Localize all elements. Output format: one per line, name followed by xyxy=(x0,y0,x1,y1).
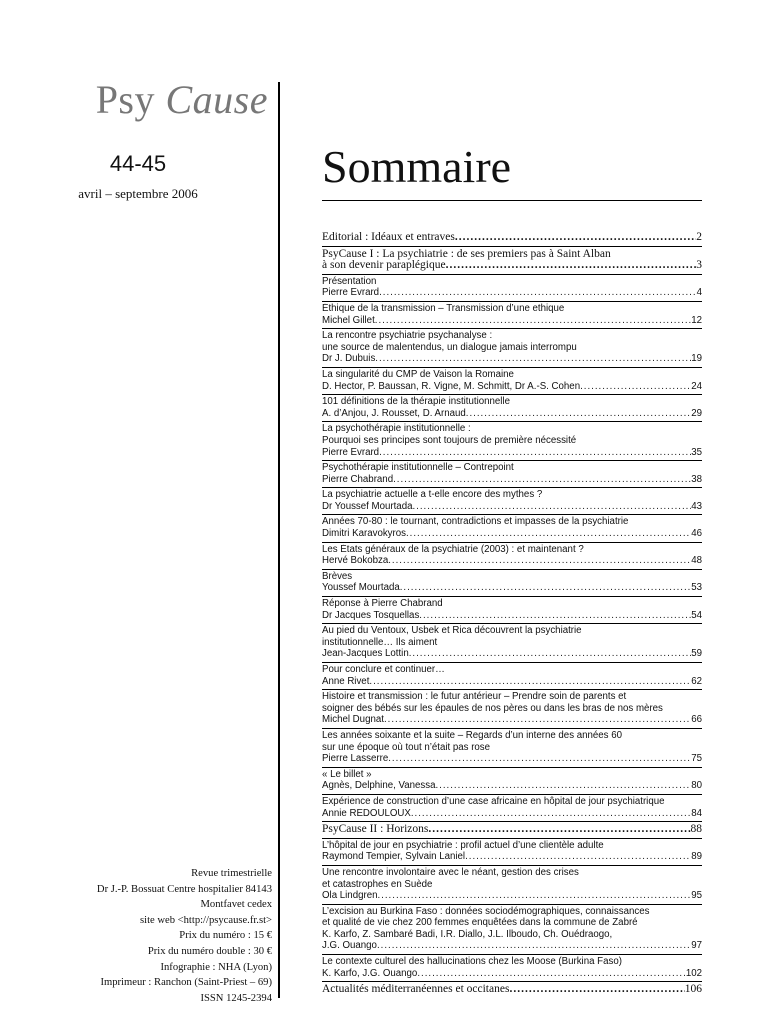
page-number: 24 xyxy=(691,380,702,392)
toc-text: PsyCause II : Horizons xyxy=(322,823,429,836)
toc-line: Années 70-80 : le tournant, contradictions et impasses de la psychiatrie xyxy=(322,516,629,528)
toc-line: La psychiatrie actuelle a t-elle encore des mythes ? xyxy=(322,489,543,501)
toc-entry xyxy=(322,487,702,512)
toc-text: Michel Gillet xyxy=(322,314,375,326)
toc-line: La singularité du CMP de Vaison la Romaine xyxy=(322,368,514,380)
page-number: 95 xyxy=(691,890,702,902)
toc-line: Une rencontre involontaire avec le néant, gestion des crises xyxy=(322,866,579,878)
leader-dots xyxy=(409,648,692,660)
leader-dots xyxy=(446,260,697,272)
toc-group xyxy=(322,246,702,822)
leader-dots xyxy=(377,940,691,952)
toc-entry xyxy=(322,301,702,326)
imprint-line: site web <http://psycause.fr.st> xyxy=(140,914,272,926)
leader-dots xyxy=(428,824,690,836)
toc-text: Hervé Bokobza xyxy=(322,555,389,567)
leader-dots xyxy=(412,501,691,513)
toc-line: La psychothérapie institutionnelle : xyxy=(322,423,471,435)
toc-line: et catastrophes en Suède xyxy=(322,878,433,890)
leader-dots xyxy=(379,287,697,299)
toc-line: Brèves xyxy=(322,570,353,582)
toc-lastline xyxy=(322,381,702,393)
toc-line: soigner des bébés sur les épaules de nos pères ou dans les bras de nos mères xyxy=(322,702,663,714)
toc-entry xyxy=(322,689,702,726)
page-number: 48 xyxy=(691,555,702,567)
page-number: 59 xyxy=(691,648,702,660)
toc-line: Le contexte culturel des hallucinations chez les Moose (Burkina Faso) xyxy=(322,956,622,968)
journal-title-part2: Cause xyxy=(165,77,268,122)
imprint-line: Dr J.-P. Bossuat Centre hospitalier 84143 xyxy=(96,883,272,895)
toc-line: Pourquoi ses principes sont toujours de première nécessité xyxy=(322,434,577,446)
imprint-line: Imprimeur : Ranchon (Saint-Priest – 69) xyxy=(100,977,272,989)
page-number: 4 xyxy=(696,287,702,299)
toc-lastline xyxy=(322,851,702,863)
toc-lastline xyxy=(322,890,702,902)
toc-entry xyxy=(322,728,702,765)
toc-lastline xyxy=(322,984,702,996)
page-number: 46 xyxy=(691,528,702,540)
toc-text: Editorial : Idéaux et entraves xyxy=(322,231,455,243)
toc-line: une source de malentendus, un dialogue jamais interrompu xyxy=(322,341,577,353)
page-number: 19 xyxy=(691,353,702,365)
toc-entry xyxy=(322,367,702,392)
page-title: Sommaire xyxy=(322,141,512,192)
toc-text: Jean-Jacques Lottin xyxy=(322,648,409,660)
leader-dots xyxy=(580,381,691,393)
toc-text: Dr J. Dubuis xyxy=(322,353,376,365)
toc-entry xyxy=(322,767,702,792)
page-number: 66 xyxy=(691,714,702,726)
leader-dots xyxy=(400,582,691,594)
toc-text: A. d’Anjou, J. Rousset, D. Arnaud xyxy=(322,407,466,419)
toc-text: Annie REDOULOUX xyxy=(322,807,411,819)
toc-line: Psychothérapie institutionnelle – Contrepoint xyxy=(322,462,514,474)
toc-line: institutionnelle… Ils aiment xyxy=(322,636,438,648)
toc-text: à son devenir paraplégique xyxy=(322,259,446,272)
toc-entry xyxy=(322,328,702,365)
toc-text: Anne Rivet xyxy=(322,675,370,687)
toc-line: Histoire et transmission : le futur antérieur – Prendre soin de parents et xyxy=(322,691,627,703)
toc-text: Dr Jacques Tosquellas xyxy=(322,609,420,621)
toc-entry xyxy=(322,460,702,485)
toc-line: Les États généraux de la psychiatrie (2003) : et maintenant ? xyxy=(322,543,584,555)
toc-line: Pour conclure et continuer… xyxy=(322,664,445,675)
toc-lastline xyxy=(322,555,702,567)
page-number: 38 xyxy=(691,473,702,485)
toc-text: Pierre Evrard xyxy=(322,446,380,458)
page-number: 75 xyxy=(691,753,702,765)
toc-line: L’excision au Burkina Faso : données sociodémographiques, connaissances xyxy=(322,905,650,917)
leader-dots xyxy=(465,851,691,863)
toc-group xyxy=(322,821,702,981)
toc-lastline xyxy=(322,315,702,327)
imprint-line: Prix du numéro : 15 € xyxy=(179,930,272,942)
toc-lastline xyxy=(322,940,702,952)
leader-dots xyxy=(375,353,691,365)
toc-lastline xyxy=(322,824,702,836)
toc-line: et qualité de vie chez 200 femmes enquêtées dans la commune de Zabré xyxy=(322,917,638,929)
leader-dots xyxy=(388,753,691,765)
toc-lastline xyxy=(322,714,702,726)
title-rule xyxy=(322,200,702,201)
page-number: 97 xyxy=(691,940,702,952)
toc-entry xyxy=(322,662,702,687)
toc-line: Les années soixante et la suite – Regards d’un interne des années 60 xyxy=(322,729,622,741)
leader-dots xyxy=(435,780,691,792)
toc-lastline xyxy=(322,447,702,459)
leader-dots xyxy=(406,528,691,540)
page-number: 29 xyxy=(691,407,702,419)
page-number: 80 xyxy=(691,780,702,792)
toc-line: sur une époque où tout n’était pas rose xyxy=(322,741,491,753)
toc-entry xyxy=(322,954,702,979)
toc-entry xyxy=(322,865,702,902)
imprint-line: Revue trimestrielle xyxy=(191,868,272,879)
journal-title xyxy=(0,76,268,123)
page-number: 84 xyxy=(691,807,702,819)
toc-text: Raymond Tempier, Sylvain Laniel xyxy=(322,851,466,863)
leader-dots xyxy=(379,447,691,459)
toc-lastline xyxy=(322,528,702,540)
page-number: 54 xyxy=(691,609,702,621)
page-number: 3 xyxy=(696,259,702,272)
page-number: 53 xyxy=(691,582,702,594)
toc-lastline xyxy=(322,474,702,486)
page-number: 2 xyxy=(696,231,702,243)
toc-line: PsyCause I : La psychiatrie : de ses premiers pas à Saint Alban xyxy=(322,248,611,260)
toc-section xyxy=(322,249,702,272)
leader-dots xyxy=(388,555,691,567)
issue-number: 44-45 xyxy=(109,151,167,176)
toc-lastline xyxy=(322,968,702,980)
column-divider xyxy=(278,82,280,998)
leader-dots xyxy=(417,968,686,980)
toc-entry xyxy=(322,838,702,863)
page-number: 102 xyxy=(685,967,702,979)
toc-text: K. Karfo, J.G. Ouango xyxy=(322,967,418,979)
toc-text: Pierre Lasserre xyxy=(322,753,389,765)
issue-date: avril – septembre 2006 xyxy=(78,186,198,201)
toc-text: Agnès, Delphine, Vanessa xyxy=(322,780,436,792)
toc-entry xyxy=(322,623,702,660)
imprint-line: Infographie : NHA (Lyon) xyxy=(160,961,272,973)
journal-title-part1: Psy xyxy=(95,77,155,122)
toc-line: L’hôpital de jour en psychiatrie : profil actuel d’une clientèle adulte xyxy=(322,839,604,851)
toc-line: Au pied du Ventoux, Usbek et Rica découvrent la psychiatrie xyxy=(322,625,582,637)
toc-entry xyxy=(322,514,702,539)
toc-group xyxy=(322,981,702,998)
toc-group xyxy=(322,232,702,246)
toc-section xyxy=(322,984,702,996)
page-number: 43 xyxy=(691,500,702,512)
toc-text: Michel Dugnat xyxy=(322,714,384,726)
page-number: 62 xyxy=(691,675,702,687)
toc-lastline xyxy=(322,753,702,765)
toc-lastline xyxy=(322,501,702,513)
toc-entry xyxy=(322,596,702,621)
toc-line: 101 définitions de la thérapie institutionnelle xyxy=(322,396,510,408)
table-of-contents xyxy=(322,230,702,998)
leader-dots xyxy=(419,610,691,622)
toc-text: Actualités méditerranéennes et occitanes xyxy=(322,983,510,996)
leader-dots xyxy=(466,408,691,420)
toc-line: Expérience de construction d’une case africaine en hôpital de jour psychiatrique xyxy=(322,795,665,807)
toc-text: Ola Lindgren xyxy=(322,890,378,902)
toc-text: Dimitri Karavokyros xyxy=(322,528,406,540)
toc-lastline xyxy=(322,408,702,420)
toc-line: La rencontre psychiatrie psychanalyse : xyxy=(322,330,493,342)
toc-lastline xyxy=(322,353,702,365)
imprint-line: Montfavet cedex xyxy=(200,899,272,911)
toc-line: Réponse à Pierre Chabrand xyxy=(322,598,443,610)
imprint-line: ISSN 1245-2394 xyxy=(200,992,272,1004)
toc-entry xyxy=(322,274,702,299)
toc-text: Pierre Evrard xyxy=(322,287,380,299)
leader-dots xyxy=(393,474,691,486)
imprint-block xyxy=(0,866,272,1006)
leader-dots xyxy=(455,232,696,244)
toc-lastline xyxy=(322,287,702,299)
toc-lastline xyxy=(322,582,702,594)
leader-dots xyxy=(377,890,691,902)
toc-line: « Le billet » xyxy=(322,768,372,780)
toc-lastline xyxy=(322,610,702,622)
toc-lastline xyxy=(322,260,702,272)
toc-lastline xyxy=(322,780,702,792)
toc-entry xyxy=(322,569,702,594)
toc-lastline xyxy=(322,648,702,660)
toc-text: D. Hector, P. Baussan, R. Vigne, M. Schmitt, Dr A.-S. Cohen xyxy=(322,380,581,392)
leader-dots xyxy=(509,984,684,996)
toc-entry xyxy=(322,542,702,567)
imprint-line: Prix du numéro double : 30 € xyxy=(147,945,272,957)
toc-entry xyxy=(322,394,702,419)
left-column xyxy=(0,0,276,1024)
toc-line: Présentation xyxy=(322,275,377,287)
toc-text: Dr Youssef Mourtada xyxy=(322,500,413,512)
page-number: 12 xyxy=(691,314,702,326)
page-number: 88 xyxy=(690,823,702,836)
toc-lastline xyxy=(322,808,702,820)
toc-entry xyxy=(322,421,702,458)
page-number: 35 xyxy=(691,446,702,458)
toc-lastline xyxy=(322,232,702,244)
toc-text: J.G. Ouango xyxy=(322,940,377,952)
toc-section xyxy=(322,824,702,836)
toc-line: K. Karfo, Z. Sambaré Badi, I.R. Diallo, J.L. Ilboudo, Ch. Ouédraogo, xyxy=(322,928,613,940)
toc-entry xyxy=(322,794,702,819)
page-number: 106 xyxy=(684,983,702,996)
toc-text: Youssef Mourtada xyxy=(322,582,400,594)
toc-section xyxy=(322,232,702,244)
toc-text: Pierre Chabrand xyxy=(322,473,394,485)
leader-dots xyxy=(369,676,691,688)
leader-dots xyxy=(375,315,691,327)
toc-entry xyxy=(322,904,702,952)
toc-line: Éthique de la transmission – Transmission d’une ethique xyxy=(322,302,565,314)
toc-lastline xyxy=(322,676,702,688)
leader-dots xyxy=(384,714,691,726)
leader-dots xyxy=(411,808,691,820)
page-number: 89 xyxy=(691,851,702,863)
